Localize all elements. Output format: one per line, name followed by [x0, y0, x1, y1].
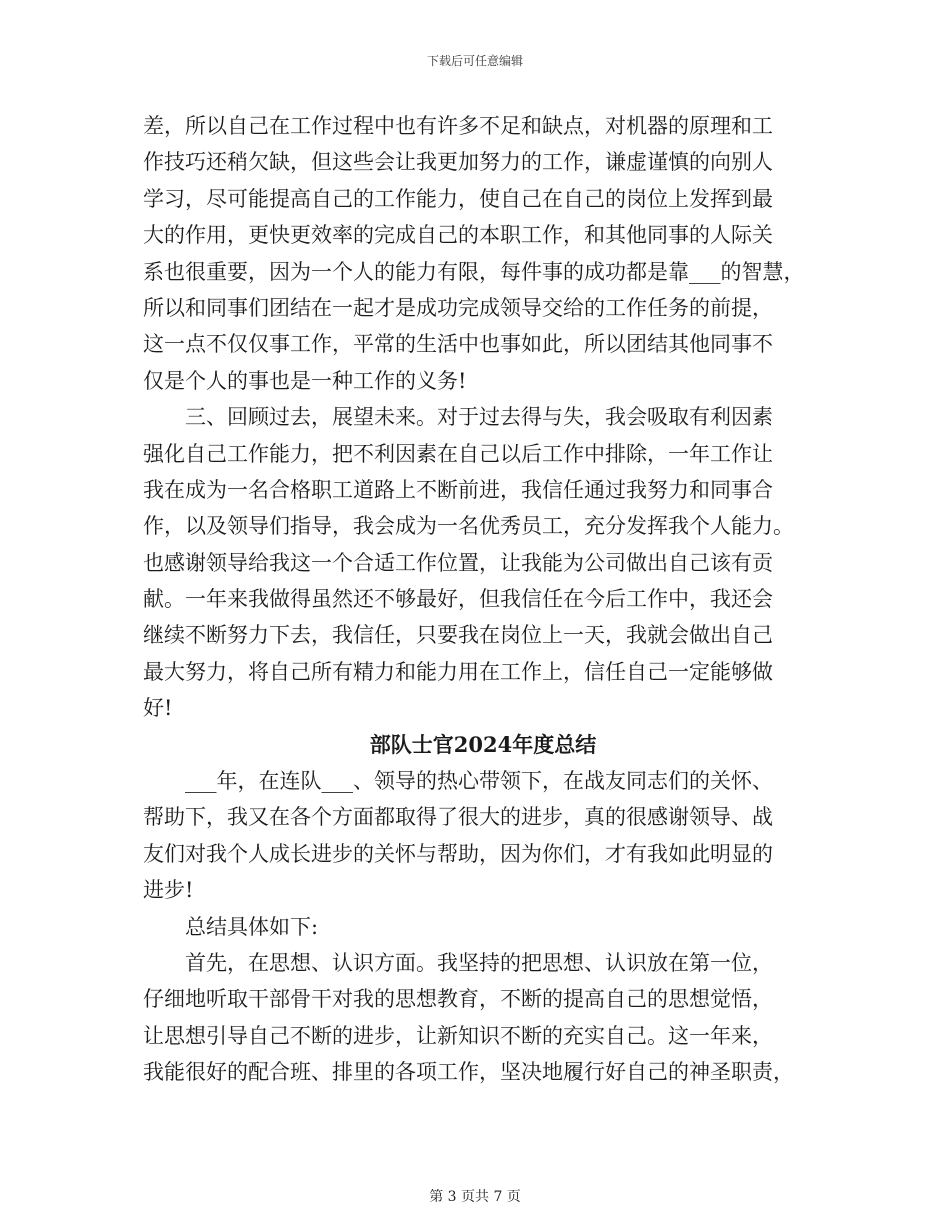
- text-line: 让思想引导自己不断的进步，让新知识不断的充实自己。这一年来，: [143, 1023, 773, 1048]
- paragraph-1: [143, 108, 823, 399]
- text-line: 也感谢领导给我这一个合适工作位置，让我能为公司做出自己该有贡: [143, 550, 773, 575]
- text-line: 总结具体如下:: [185, 914, 319, 939]
- paragraph-5: [143, 945, 823, 1091]
- text-line: 仔细地听取干部骨干对我的思想教育，不断的提高自己的思想觉悟，: [143, 987, 773, 1012]
- text-line: 帮助下，我又在各个方面都取得了很大的进步，真的很感谢领导、战: [143, 805, 773, 830]
- section-title: 部队士官2024年度总结: [369, 731, 597, 757]
- text-line: 继续不断努力下去，我信任，只要我在岗位上一天，我就会做出自己: [143, 623, 773, 648]
- text-line: 系也很重要，因为一个人的能力有限，每件事的成功都是靠___的智慧，: [143, 259, 805, 284]
- text-line: 作，以及领导们指导，我会成为一名优秀员工，充分发挥我个人能力。: [143, 514, 794, 539]
- text-line: 好!: [143, 696, 173, 721]
- text-line: 这一点不仅仅事工作，平常的生活中也事如此，所以团结其他同事不: [143, 332, 773, 357]
- document-body: [143, 108, 823, 1091]
- text-line: 献。一年来我做得虽然还不够最好，但我信任在今后工作中，我还会: [143, 587, 773, 612]
- paragraph-2: [143, 399, 823, 727]
- text-line: 我在成为一名合格职工道路上不断前进，我信任通过我努力和同事合: [143, 477, 773, 502]
- text-line: 三、回顾过去，展望未来。对于过去得与失，我会吸取有利因素: [185, 405, 773, 430]
- text-line: 大的作用，更快更效率的完成自己的本职工作，和其他同事的人际关: [143, 223, 773, 248]
- text-line: 进步!: [143, 878, 194, 903]
- text-line: 仅是个人的事也是一种工作的义务!: [143, 368, 467, 393]
- page-footer: 第 3 页共 7 页: [429, 1189, 521, 1205]
- text-line: ___年，在连队___、领导的热心带领下，在战友同志们的关怀、: [185, 769, 773, 794]
- paragraph-3: [143, 763, 823, 909]
- text-line: 友们对我个人成长进步的关怀与帮助，因为你们，才有我如此明显的: [143, 841, 773, 866]
- paragraph-4: [143, 909, 823, 945]
- text-line: 首先，在思想、认识方面。我坚持的把思想、认识放在第一位，: [185, 950, 773, 975]
- page-header: 下载后可任意编辑: [426, 54, 523, 68]
- text-line: 强化自己工作能力，把不利因素在自己以后工作中排除，一年工作让: [143, 441, 773, 466]
- text-line: 差，所以自己在工作过程中也有许多不足和缺点，对机器的原理和工: [143, 114, 773, 138]
- text-line: 我能很好的配合班、排里的各项工作，坚决地履行好自己的神圣职责，: [143, 1060, 794, 1085]
- text-line: 学习，尽可能提高自己的工作能力，使自己在自己的岗位上发挥到最: [143, 186, 773, 211]
- text-line: 作技巧还稍欠缺，但这些会让我更加努力的工作，谦虚谨慎的向别人: [143, 150, 773, 175]
- text-line: 最大努力，将自己所有精力和能力用在工作上，信任自己一定能够做: [143, 659, 773, 684]
- text-line: 所以和同事们团结在一起才是成功完成领导交给的工作任务的前提，: [143, 295, 773, 320]
